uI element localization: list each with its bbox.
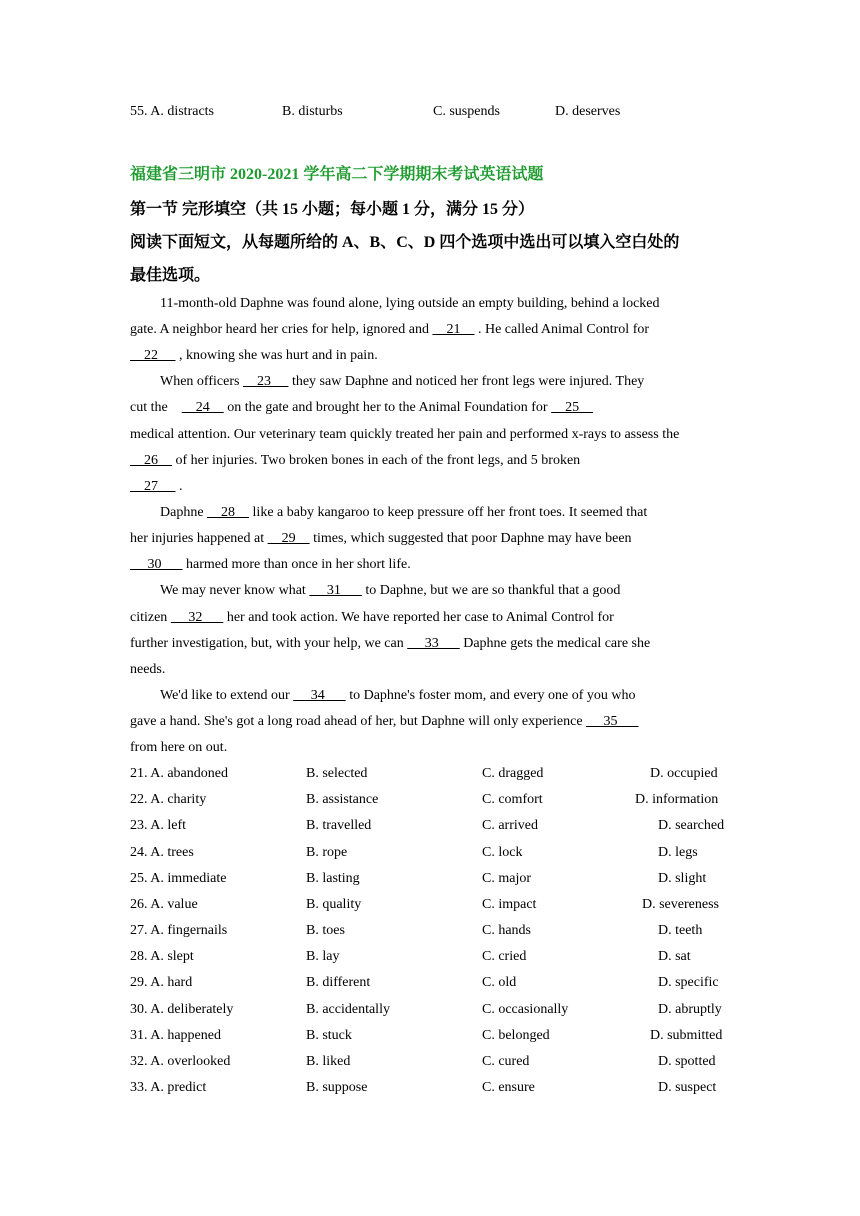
option-b: B. suppose: [306, 1080, 368, 1095]
option-d: D. submitted: [650, 1028, 723, 1043]
passage-line: Daphne 28 like a baby kangaroo to keep pressure off her front toes. It seemed that: [160, 505, 648, 520]
option-c: C. comfort: [482, 792, 543, 807]
option-c: C. lock: [482, 845, 523, 860]
blank-21: 21: [432, 322, 475, 337]
option-d: D. occupied: [650, 766, 718, 781]
option-d: D. searched: [658, 818, 725, 833]
option-d: D. spotted: [658, 1054, 716, 1069]
passage-line: gate. A neighbor heard her cries for help, ignored and 21 . He called Animal Control for: [130, 322, 650, 337]
option-d: D. slight: [658, 871, 707, 886]
passage-line: 22 , knowing she was hurt and in pain.: [130, 348, 378, 363]
option-c: C. dragged: [482, 766, 544, 781]
option-d: D. severeness: [642, 897, 719, 912]
option-row: [130, 845, 730, 865]
option-a: 30. A. deliberately: [130, 1002, 234, 1017]
option-d: D. sat: [658, 949, 691, 964]
option-b: B. different: [306, 975, 371, 990]
option-row: [130, 766, 730, 786]
option-b: B. rope: [306, 845, 348, 860]
option-a: 22. A. charity: [130, 792, 207, 807]
passage-line: citizen 32 her and took action. We have reported her case to Animal Control for: [130, 610, 614, 625]
passage-line: We may never know what 31 to Daphne, but we are so thankful that a good: [160, 583, 621, 598]
instructions-line-1: 阅读下面短文，从每题所给的 A、B、C、D 四个选项中选出可以填入空白处的: [130, 234, 680, 251]
blank-28: 28: [207, 505, 250, 520]
section-heading: 第一节 完形填空（共 15 小题；每小题 1 分，满分 15 分）: [130, 201, 535, 218]
passage-line: When officers 23 they saw Daphne and noticed her front legs were injured. They: [160, 374, 645, 389]
passage-line: 30 harmed more than once in her short life.: [130, 557, 411, 572]
option-d: D. abruptly: [658, 1002, 722, 1017]
exam-title: 福建省三明市 2020-2021 学年高二下学期期末考试英语试题: [130, 166, 544, 183]
option-a: 55. A. distracts: [130, 104, 214, 119]
option-c: C. ensure: [482, 1080, 535, 1095]
option-b: B. quality: [306, 897, 362, 912]
option-d: D. deserves: [555, 104, 621, 119]
option-row: [130, 1080, 730, 1100]
option-b: B. liked: [306, 1054, 351, 1069]
passage-line: We'd like to extend our 34 to Daphne's foster mom, and every one of you who: [160, 688, 636, 703]
option-a: 28. A. slept: [130, 949, 194, 964]
option-row: [130, 1028, 730, 1048]
option-c: C. old: [482, 975, 517, 990]
option-d: D. legs: [658, 845, 698, 860]
option-a: 23. A. left: [130, 818, 186, 833]
option-b: B. lasting: [306, 871, 360, 886]
passage-line: her injuries happened at 29 times, which suggested that poor Daphne may have been: [130, 531, 632, 546]
blank-31: 31: [309, 583, 362, 598]
option-row: [130, 949, 730, 969]
passage-line: needs.: [130, 662, 166, 677]
option-d: D. teeth: [658, 923, 703, 938]
option-row: [130, 818, 730, 838]
option-c: C. cried: [482, 949, 527, 964]
option-b: B. travelled: [306, 818, 372, 833]
passage-line: cut the 24 on the gate and brought her to the Animal Foundation for 25: [130, 400, 594, 415]
option-c: C. occasionally: [482, 1002, 569, 1017]
option-a: 24. A. trees: [130, 845, 194, 860]
blank-27: 27: [130, 479, 176, 494]
blank-32: 32: [170, 610, 224, 625]
option-row: [130, 975, 730, 995]
option-c: C. cured: [482, 1054, 530, 1069]
option-b: B. disturbs: [282, 104, 343, 119]
blank-35: 35: [586, 714, 639, 729]
blank-24: 24: [181, 400, 224, 415]
option-c: C. impact: [482, 897, 537, 912]
option-c: C. major: [482, 871, 531, 886]
option-b: B. accidentally: [306, 1002, 390, 1017]
option-a: 21. A. abandoned: [130, 766, 228, 781]
option-d: D. information: [635, 792, 719, 807]
option-a: 27. A. fingernails: [130, 923, 228, 938]
option-b: B. toes: [306, 923, 345, 938]
blank-33: 33: [407, 636, 460, 651]
passage-line: 26 of her injuries. Two broken bones in each of the front legs, and 5 broken: [130, 453, 581, 468]
passage-line: from here on out.: [130, 740, 228, 755]
option-row: [130, 897, 730, 917]
option-b: B. stuck: [306, 1028, 352, 1043]
blank-29: 29: [267, 531, 310, 546]
blank-25: 25: [551, 400, 594, 415]
blank-26: 26: [130, 453, 172, 468]
passage-line: 11-month-old Daphne was found alone, lying outside an empty building, behind a locked: [160, 296, 660, 311]
option-a: 26. A. value: [130, 897, 198, 912]
blank-23: 23: [242, 374, 289, 389]
passage-line: gave a hand. She's got a long road ahead of her, but Daphne will only experience 35: [130, 714, 639, 729]
option-b: B. lay: [306, 949, 340, 964]
option-b: B. assistance: [306, 792, 379, 807]
option-a: 31. A. happened: [130, 1028, 221, 1043]
option-row: [130, 923, 730, 943]
passage-line: 27 .: [130, 479, 183, 494]
instructions-line-2: 最佳选项。: [130, 267, 211, 284]
option-row: [130, 871, 730, 891]
passage-line: medical attention. Our veterinary team quickly treated her pain and performed x-rays to assess the: [130, 427, 680, 442]
option-c: C. arrived: [482, 818, 538, 833]
option-d: D. suspect: [658, 1080, 717, 1095]
option-a: 33. A. predict: [130, 1080, 207, 1095]
option-row: [130, 1054, 730, 1074]
option-c: C. hands: [482, 923, 531, 938]
passage-line: further investigation, but, with your help, we can 33 Daphne gets the medical care she: [130, 636, 651, 651]
option-a: 25. A. immediate: [130, 871, 227, 886]
option-c: C. belonged: [482, 1028, 550, 1043]
option-a: 29. A. hard: [130, 975, 193, 990]
blank-22: 22: [130, 348, 176, 363]
blank-30: 30: [130, 557, 183, 572]
option-row: [130, 1002, 730, 1022]
blank-34: 34: [293, 688, 346, 703]
option-a: 32. A. overlooked: [130, 1054, 231, 1069]
option-d: D. specific: [658, 975, 719, 990]
option-row: [130, 792, 730, 812]
option-c: C. suspends: [433, 104, 500, 119]
option-b: B. selected: [306, 766, 368, 781]
